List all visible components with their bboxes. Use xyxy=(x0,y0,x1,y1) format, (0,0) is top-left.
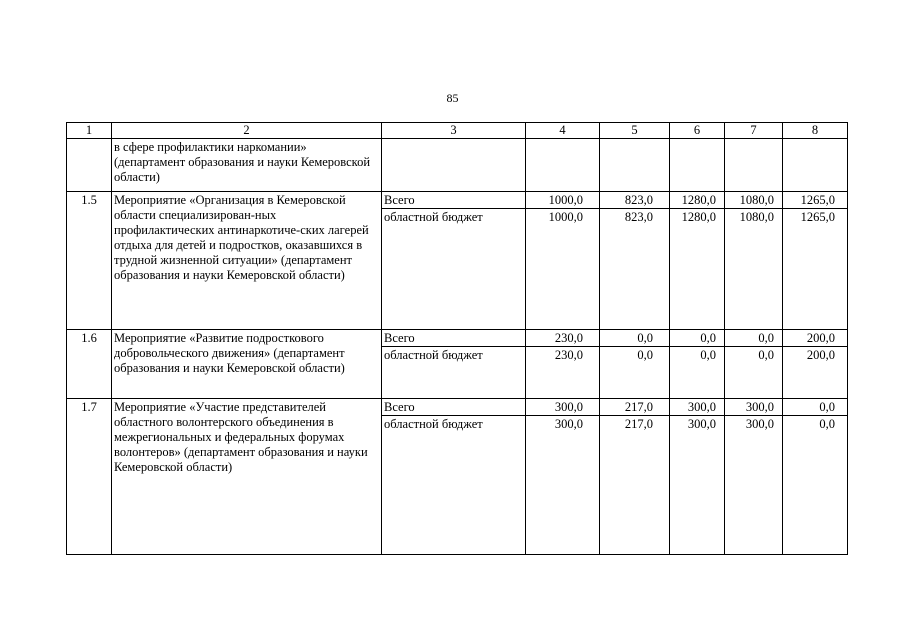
header-cell: 4 xyxy=(526,123,600,139)
value-cell: 217,0 xyxy=(600,399,670,416)
table-row xyxy=(67,330,848,347)
value-cell: 300,0 xyxy=(670,416,725,555)
value-cell: 1080,0 xyxy=(725,192,783,209)
description-cell: Мероприятие «Организация в Кемеровской области специализирован-ных профилактических антинаркотиче-ских лагерей отдыха для детей и подростков, оказавшихся в трудной жизненной ситуации» (департамент образования и науки Кемеровской области) xyxy=(112,192,382,330)
header-cell: 5 xyxy=(600,123,670,139)
value-cell: 1000,0 xyxy=(526,209,600,330)
row-number-cell xyxy=(67,139,112,192)
header-row xyxy=(67,123,848,139)
value-cell: 1280,0 xyxy=(670,192,725,209)
description-cell: Мероприятие «Участие представителей областного волонтерского объединения в межрегиональных и федеральных форумах волонтеров» (департамент образования и науки Кемеровской области) xyxy=(112,399,382,555)
value-cell xyxy=(526,139,600,192)
source-cell: Всего xyxy=(382,192,526,209)
value-cell: 0,0 xyxy=(670,330,725,347)
value-cell: 300,0 xyxy=(725,399,783,416)
value-cell: 0,0 xyxy=(600,347,670,399)
value-cell: 823,0 xyxy=(600,192,670,209)
source-cell: областной бюджет xyxy=(382,209,526,330)
header-cell: 2 xyxy=(112,123,382,139)
value-cell: 1280,0 xyxy=(670,209,725,330)
value-cell: 300,0 xyxy=(670,399,725,416)
row-number-cell: 1.7 xyxy=(67,399,112,555)
source-cell: Всего xyxy=(382,330,526,347)
table-row xyxy=(67,192,848,209)
value-cell: 0,0 xyxy=(783,416,848,555)
value-cell: 230,0 xyxy=(526,330,600,347)
value-cell: 0,0 xyxy=(670,347,725,399)
header-cell: 1 xyxy=(67,123,112,139)
value-cell xyxy=(670,139,725,192)
value-cell xyxy=(600,139,670,192)
value-cell: 217,0 xyxy=(600,416,670,555)
value-cell: 1265,0 xyxy=(783,192,848,209)
value-cell: 300,0 xyxy=(526,399,600,416)
value-cell: 0,0 xyxy=(783,399,848,416)
value-cell: 1080,0 xyxy=(725,209,783,330)
header-cell: 8 xyxy=(783,123,848,139)
description-cell: Мероприятие «Развитие подросткового добровольческого движения» (департамент образования и науки Кемеровской области) xyxy=(112,330,382,399)
row-number-cell: 1.6 xyxy=(67,330,112,399)
header-cell: 3 xyxy=(382,123,526,139)
value-cell: 0,0 xyxy=(725,347,783,399)
header-cell: 7 xyxy=(725,123,783,139)
value-cell: 200,0 xyxy=(783,330,848,347)
header-cell: 6 xyxy=(670,123,725,139)
value-cell: 1000,0 xyxy=(526,192,600,209)
description-cell: в сфере профилактики наркомании» (департамент образования и науки Кемеровской области) xyxy=(112,139,382,192)
table-row xyxy=(67,399,848,416)
row-number-cell: 1.5 xyxy=(67,192,112,330)
source-cell: областной бюджет xyxy=(382,347,526,399)
value-cell: 0,0 xyxy=(725,330,783,347)
value-cell: 0,0 xyxy=(600,330,670,347)
value-cell: 823,0 xyxy=(600,209,670,330)
value-cell: 300,0 xyxy=(725,416,783,555)
value-cell: 230,0 xyxy=(526,347,600,399)
program-table xyxy=(66,122,848,555)
value-cell: 1265,0 xyxy=(783,209,848,330)
value-cell xyxy=(783,139,848,192)
value-cell xyxy=(725,139,783,192)
value-cell: 300,0 xyxy=(526,416,600,555)
value-cell: 200,0 xyxy=(783,347,848,399)
source-cell: областной бюджет xyxy=(382,416,526,555)
source-cell: Всего xyxy=(382,399,526,416)
page-number: 85 xyxy=(446,91,459,105)
table-row xyxy=(67,139,848,192)
source-cell xyxy=(382,139,526,192)
